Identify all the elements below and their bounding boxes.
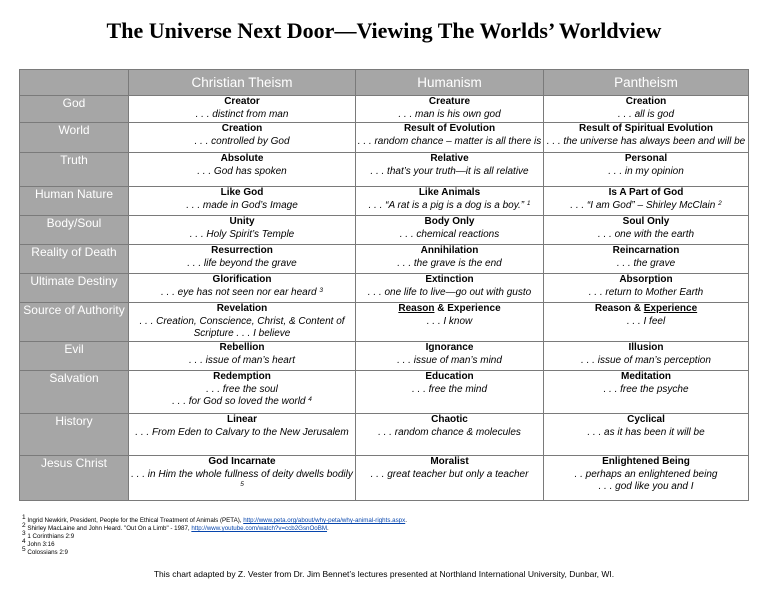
cell-heading: Personal — [624, 153, 668, 164]
worldview-table — [19, 69, 749, 501]
footnote-text: 1 Corinthians 2:9 — [27, 533, 75, 540]
description-text: . . . in Him the whole fullness of deity dwells bodily — [131, 468, 353, 480]
table-cell — [544, 414, 749, 456]
table-cell — [544, 153, 749, 187]
cell-description — [544, 481, 748, 494]
table-cell — [356, 153, 544, 187]
description-text: . . . return to Mother Earth — [588, 286, 704, 298]
table-cell — [356, 371, 544, 414]
table-row — [20, 303, 749, 342]
description-text: . . . life beyond the grave — [187, 257, 297, 269]
heading-part: Experience — [447, 303, 501, 314]
heading-part: Reason — [594, 303, 631, 314]
cell-description — [544, 316, 748, 329]
footnote-punct: . — [405, 517, 407, 524]
footnote-number: 4 — [22, 538, 26, 545]
footnote-number: 5 — [22, 546, 26, 553]
cell-description — [356, 384, 543, 397]
cell-description — [356, 355, 543, 368]
table-cell — [129, 245, 356, 274]
cell-heading — [356, 303, 543, 316]
cell-heading — [544, 303, 748, 316]
cell-heading: Redemption — [213, 371, 271, 382]
table-cell — [356, 245, 544, 274]
cell-heading: Ignorance — [425, 342, 474, 353]
cell-heading: Annihilation — [420, 245, 479, 256]
cell-heading: Rebellion — [219, 342, 265, 353]
cell-heading: Reincarnation — [612, 245, 680, 256]
footnote-ref: 4 — [308, 396, 312, 403]
description-text: . . . free the mind — [411, 383, 488, 395]
cell-heading: Enlightened Being — [602, 456, 690, 467]
description-text: . . . God has spoken — [197, 165, 287, 177]
column-header: Humanism — [356, 70, 544, 96]
row-header: Salvation — [20, 371, 129, 414]
table-cell — [544, 96, 749, 123]
table-cell — [356, 414, 544, 456]
description-text: . . . I feel — [626, 315, 666, 327]
row-header: Body/Soul — [20, 216, 129, 245]
table-row — [20, 456, 749, 501]
cell-heading: Relative — [430, 153, 469, 164]
description-text: . . perhaps an enlightened being — [574, 468, 718, 480]
cell-heading: Extinction — [425, 274, 474, 285]
footnote-text: John 3:16 — [27, 541, 55, 548]
cell-description — [356, 109, 543, 122]
footnote-ref: 5 — [240, 481, 244, 488]
cell-heading: Creature — [428, 96, 471, 107]
cell-heading: Body Only — [424, 216, 475, 227]
table-cell — [129, 371, 356, 414]
table-cell — [129, 456, 356, 501]
row-header: Reality of Death — [20, 245, 129, 274]
description-text: . . . random chance – matter is all there is — [357, 135, 542, 147]
description-text: . . . chemical reactions — [399, 228, 500, 240]
description-text: . . . free the psyche — [603, 383, 689, 395]
cell-description — [129, 258, 355, 271]
footnote-text: Colossians 2:9 — [27, 549, 68, 556]
footnote-text: Shirley MacLaine and John Heard. "Out On a Limb" - 1987, — [27, 525, 192, 532]
cell-description — [129, 427, 355, 440]
footnote-link[interactable]: http://www.youtube.com/watch?v=ccb2GsnOoBM — [191, 525, 328, 532]
row-header: God — [20, 96, 129, 123]
table-cell — [129, 123, 356, 153]
description-text: . . . issue of man’s perception — [581, 354, 711, 366]
description-text: . . . random chance & molecules — [378, 426, 521, 438]
table-cell — [356, 303, 544, 342]
footnote-link[interactable]: http://www.peta.org/about/why-peta/why-animal-rights.aspx — [243, 517, 406, 524]
cell-description — [129, 384, 355, 397]
description-text: . . . free the soul — [206, 383, 278, 395]
cell-description — [356, 229, 543, 242]
row-header: Jesus Christ — [20, 456, 129, 501]
cell-heading: Glorification — [212, 274, 272, 285]
footnote-number: 3 — [22, 530, 26, 537]
cell-description — [129, 166, 355, 179]
cell-heading: Result of Evolution — [403, 123, 496, 134]
description-text: . . . Creation, Conscience, Christ, & Content of Scripture . . . I believe — [139, 315, 345, 339]
column-header: Pantheism — [544, 70, 749, 96]
cell-description — [544, 287, 748, 300]
cell-heading: Creation — [625, 96, 667, 107]
cell-heading: Result of Spiritual Evolution — [579, 123, 713, 134]
table-cell — [356, 216, 544, 245]
cell-description — [356, 287, 543, 300]
description-text: . . . “A rat is a pig is a dog is a boy.” — [368, 199, 525, 211]
description-text: . . . great teacher but only a teacher — [370, 468, 529, 480]
table-cell — [356, 96, 544, 123]
table-cell — [544, 303, 749, 342]
cell-heading: Education — [425, 371, 474, 382]
cell-description — [129, 469, 355, 494]
cell-heading: Is A Part of God — [608, 187, 684, 198]
cell-description — [356, 427, 543, 440]
footnote-punct: . — [327, 525, 329, 532]
cell-description — [544, 166, 748, 179]
description-text: . . . Holy Spirit’s Temple — [189, 228, 295, 240]
cell-description — [129, 355, 355, 368]
table-cell — [129, 342, 356, 371]
description-text: . . . issue of man’s mind — [397, 354, 502, 366]
cell-heading: Resurrection — [211, 245, 273, 256]
footnote-ref: 2 — [718, 199, 722, 207]
cell-description — [544, 109, 748, 122]
description-text: . . . eye has not seen nor ear heard — [160, 286, 317, 298]
heading-part: & — [630, 303, 644, 314]
table-cell — [544, 371, 749, 414]
cell-heading: Illusion — [628, 342, 664, 353]
table-body — [20, 96, 749, 501]
description-text: . . . one life to live—go out with gusto — [367, 286, 532, 298]
table-cell — [356, 187, 544, 216]
table-row — [20, 371, 749, 414]
description-text: . . . in my opinion — [608, 165, 684, 177]
cell-heading: Creation — [221, 123, 263, 134]
description-text: . . . for God so loved the world — [172, 396, 306, 407]
cell-heading: Absolute — [220, 153, 264, 164]
table-row — [20, 216, 749, 245]
description-text: . . . I know — [426, 315, 473, 327]
row-header: History — [20, 414, 129, 456]
cell-heading: Moralist — [430, 456, 469, 467]
table-row — [20, 123, 749, 153]
cell-heading: Cyclical — [627, 414, 665, 425]
credit-line: This chart adapted by Z. Vester from Dr. Jim Bennet’s lectures presented at Northland International University, Dunbar, WI. — [153, 569, 615, 579]
table-cell — [129, 274, 356, 303]
cell-heading: Absorption — [619, 274, 673, 285]
description-text: . . . controlled by God — [194, 135, 290, 147]
table-cell — [544, 342, 749, 371]
cell-heading: Soul Only — [622, 216, 670, 227]
cell-description — [129, 229, 355, 242]
table-row — [20, 187, 749, 216]
table-row — [20, 96, 749, 123]
table-row — [20, 342, 749, 371]
table-cell — [544, 456, 749, 501]
cell-description — [356, 166, 543, 179]
footnote — [22, 538, 742, 549]
heading-part: Experience — [643, 303, 698, 314]
cell-description — [129, 109, 355, 122]
description-text: . . . as it has been it will be — [587, 426, 705, 438]
description-text: . . . issue of man’s heart — [189, 354, 295, 366]
cell-description — [544, 355, 748, 368]
heading-part: & — [434, 303, 448, 314]
table-cell — [356, 342, 544, 371]
footnote-number: 2 — [22, 522, 26, 529]
cell-description — [544, 384, 748, 397]
table-cell — [356, 123, 544, 153]
table-cell — [129, 96, 356, 123]
table-row — [20, 153, 749, 187]
cell-description — [129, 200, 355, 213]
description-text: . . . “I am God” – Shirley McClain — [570, 199, 716, 211]
row-header: Human Nature — [20, 187, 129, 216]
footnote — [22, 522, 742, 533]
cell-description — [129, 287, 355, 300]
cell-heading: Revelation — [216, 303, 268, 314]
cell-description — [544, 200, 748, 213]
corner-cell — [20, 70, 129, 96]
table-cell — [544, 216, 749, 245]
table-cell — [129, 187, 356, 216]
cell-description — [129, 396, 355, 409]
footnote — [22, 530, 742, 541]
cell-heading: Linear — [226, 414, 257, 425]
cell-heading: Like Animals — [418, 187, 481, 198]
cell-description — [356, 200, 543, 213]
cell-description — [544, 427, 748, 440]
table-cell — [544, 274, 749, 303]
description-text: . . . the grave is the end — [397, 257, 502, 269]
table-cell — [129, 153, 356, 187]
table-row — [20, 414, 749, 456]
row-header: Evil — [20, 342, 129, 371]
table-cell — [129, 303, 356, 342]
cell-heading: Chaotic — [431, 414, 468, 425]
table-cell — [129, 216, 356, 245]
table-cell — [544, 187, 749, 216]
cell-description — [356, 258, 543, 271]
table-cell — [356, 274, 544, 303]
footnote-ref: 1 — [526, 199, 531, 207]
cell-heading: Meditation — [621, 371, 671, 382]
description-text: . . . man is his own god — [398, 108, 501, 120]
description-text: . . . From Eden to Calvary to the New Jerusalem — [135, 426, 349, 438]
footnote-text: Ingrid Newkirk, President, People for the Ethical Treatment of Animals (PETA), — [27, 517, 244, 524]
footnotes — [22, 514, 742, 557]
heading-part: Reason — [398, 303, 435, 314]
column-header: Christian Theism — [129, 70, 356, 96]
cell-heading: Like God — [220, 187, 264, 198]
page-title: The Universe Next Door—Viewing The Worlds’ Worldview — [106, 18, 662, 43]
cell-heading: Unity — [229, 216, 255, 227]
cell-description — [544, 258, 748, 271]
cell-heading: Creator — [224, 96, 260, 107]
cell-description — [356, 469, 543, 482]
table-cell — [356, 456, 544, 501]
description-text: . . . one with the earth — [597, 228, 695, 240]
cell-heading: God Incarnate — [208, 456, 276, 467]
description-text: . . . the grave — [616, 257, 676, 269]
row-header: Source of Authority — [20, 303, 129, 342]
description-text: . . . all is god — [617, 108, 675, 120]
table-row — [20, 274, 749, 303]
cell-description — [129, 136, 355, 149]
table-cell — [129, 414, 356, 456]
footnote-ref: 3 — [319, 286, 324, 294]
description-text: . . . distinct from man — [195, 108, 289, 120]
table-cell — [544, 123, 749, 153]
description-text: . . . god like you and I — [598, 481, 694, 492]
row-header: World — [20, 123, 129, 153]
table-cell — [544, 245, 749, 274]
footnote — [22, 546, 742, 557]
cell-description — [544, 469, 748, 482]
cell-description — [129, 316, 355, 341]
description-text: . . . the universe has always been and will be — [546, 135, 746, 147]
cell-description — [544, 136, 748, 149]
row-header: Ultimate Destiny — [20, 274, 129, 303]
row-header: Truth — [20, 153, 129, 187]
cell-description — [356, 136, 543, 149]
header-row — [20, 70, 749, 96]
description-text: . . . that’s your truth—it is all relative — [370, 165, 529, 177]
footnote-number: 1 — [22, 514, 26, 521]
description-text: . . . made in God’s Image — [186, 199, 298, 211]
cell-description — [356, 316, 543, 329]
cell-description — [544, 229, 748, 242]
table-row — [20, 245, 749, 274]
footnote — [22, 514, 742, 525]
